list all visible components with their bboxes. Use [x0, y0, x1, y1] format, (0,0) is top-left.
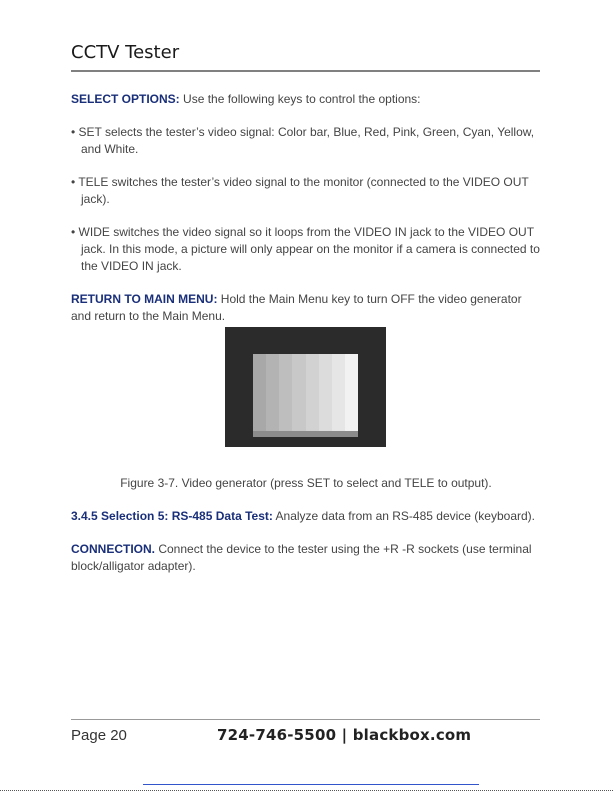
footer-divider — [71, 719, 540, 720]
section-345-paragraph — [71, 508, 541, 525]
figure-caption: Figure 3-7. Video generator (press SET to select and TELE to output). — [120, 476, 492, 490]
bottom-dotted-line — [0, 790, 613, 791]
gray-bar-3 — [279, 354, 292, 431]
bullet-tele: • TELE switches the tester’s video signal to the monitor (connected to the VIDEO OUT jack). — [71, 175, 529, 206]
return-menu-paragraph — [71, 291, 541, 325]
return-menu-text: Hold the Main Menu key to turn OFF the video generator and return to the Main Menu. — [71, 292, 522, 323]
video-generator-figure — [225, 327, 386, 447]
gray-bar-8 — [345, 354, 358, 431]
connection-heading: CONNECTION. — [71, 542, 155, 556]
gray-bar-6 — [319, 354, 332, 431]
gray-bar-5 — [306, 354, 319, 431]
footer-link-underline — [143, 784, 479, 785]
section-345-heading: 3.4.5 Selection 5: RS-485 Data Test: — [71, 509, 273, 523]
bullet-set: • SET selects the tester’s video signal: Color bar, Blue, Red, Pink, Green, Cyan, Yellow, and White. — [71, 125, 535, 156]
section-content — [71, 508, 541, 591]
figure-bottom-strip — [253, 431, 358, 437]
gray-bars — [253, 354, 358, 431]
gray-bar-7 — [332, 354, 345, 431]
select-options-paragraph — [71, 91, 541, 108]
gray-bar-1 — [253, 354, 266, 431]
footer-page-number: Page 20 — [71, 727, 127, 744]
footer-contact: 724-746-5500 | blackbox.com — [217, 726, 472, 744]
select-options-intro: Use the following keys to control the options: — [183, 92, 421, 106]
main-content — [71, 91, 541, 341]
connection-text: Connect the device to the tester using the +R -R sockets (use terminal block/alligator adapter). — [71, 542, 532, 573]
section-345-text: Analyze data from an RS-485 device (keyboard). — [275, 509, 535, 523]
page-header-title: CCTV Tester — [71, 42, 180, 63]
connection-paragraph — [71, 541, 541, 575]
header-divider — [71, 70, 540, 72]
gray-bar-4 — [292, 354, 305, 431]
return-menu-heading: RETURN TO MAIN MENU: — [71, 292, 218, 306]
gray-bar-2 — [266, 354, 279, 431]
bullet-wide: • WIDE switches the video signal so it loops from the VIDEO IN jack to the VIDEO OUT jack. In this mode, a picture will only appear on the monitor if a camera is connected to the VIDEO IN jack. — [71, 225, 540, 273]
select-options-heading: SELECT OPTIONS: — [71, 92, 180, 106]
